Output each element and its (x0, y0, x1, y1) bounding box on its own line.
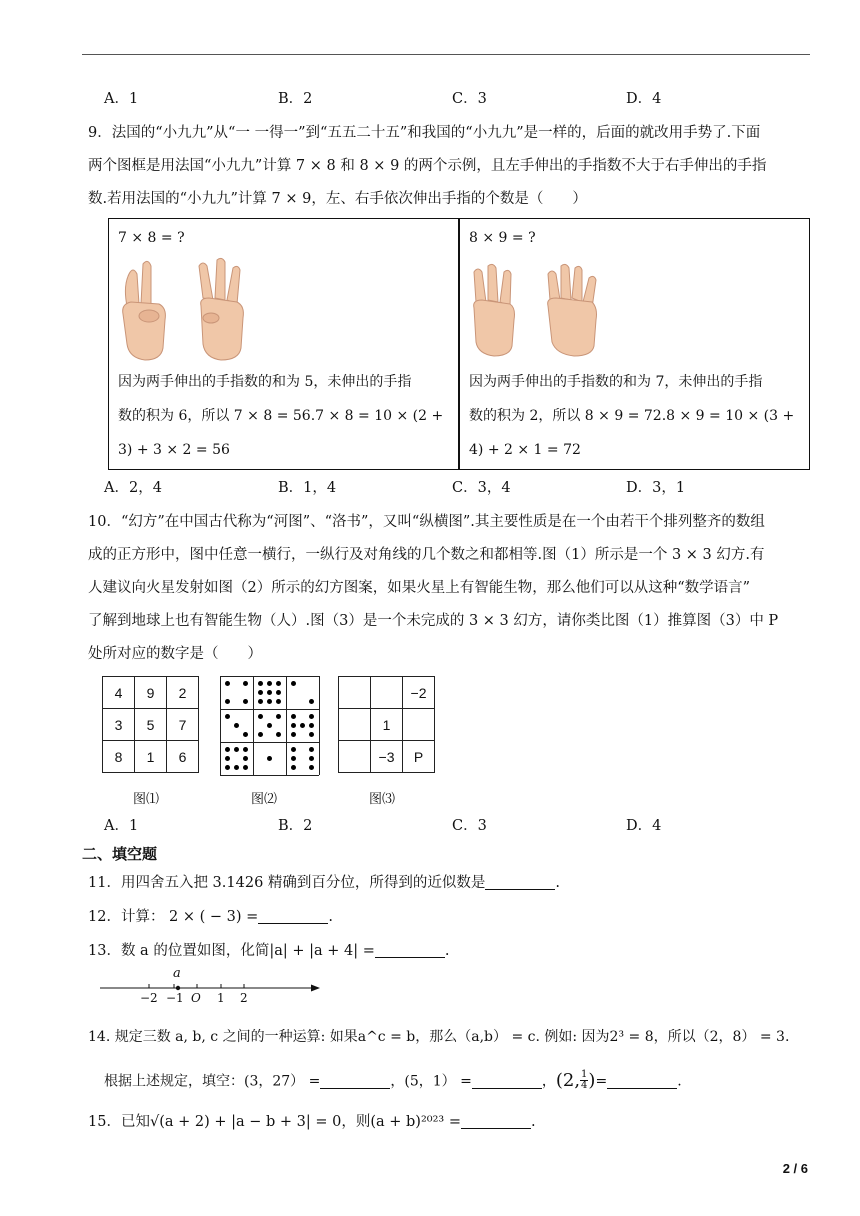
square2-dot (267, 756, 272, 761)
square3-cell: −3 (371, 741, 403, 773)
square3-cell (403, 709, 435, 741)
q9-option-b[interactable]: B．1，4 (278, 480, 337, 496)
q9-left-text-2: 数的积为 6，所以 7 × 8 = 56.7 × 8 = 10 × (2 + (118, 408, 444, 424)
square3-cell (339, 709, 371, 741)
square2-dot (258, 690, 263, 695)
q10-line-5: 处所对应的数字是（ ） (88, 646, 262, 662)
header-rule (82, 54, 810, 55)
square2-dot (309, 732, 314, 737)
square2-dot (225, 765, 230, 770)
square1-cell: 4 (103, 677, 135, 709)
q13-point-label: a (173, 966, 181, 981)
q13-tick-label: O (191, 991, 201, 1005)
square2-dot (291, 747, 296, 752)
q11 (88, 873, 560, 893)
square2-dot (291, 681, 296, 686)
q9-left-hands-illustration (115, 256, 255, 364)
square2-dot (225, 714, 230, 719)
square2-dot (225, 756, 230, 761)
square2-dot (276, 732, 281, 737)
q14-part-b: ，(5，1） = (390, 1073, 472, 1090)
square2-dot (291, 732, 296, 737)
q14-line-1: 14. 规定三数 a, b, c 之间的一种运算: 如果a^c = b，那么（a,b） = c. 例如: 因为2³ = 8，所以（2，8） = 3. (88, 1029, 790, 1045)
q13-number-line (100, 968, 322, 1004)
square1-cell: 5 (135, 709, 167, 741)
page-number: 2 / 6 (782, 1161, 808, 1176)
square2-dot (234, 723, 239, 728)
square2-dot (234, 747, 239, 752)
q11-answer-blank[interactable] (485, 874, 555, 890)
q9-line-3: 数.若用法国的“小九九”计算 7 × 9，左、右手依次伸出手指的个数是（ ） (88, 191, 587, 207)
q10-option-c[interactable]: C．3 (452, 818, 487, 834)
square2-dot (300, 723, 305, 728)
q13-end: . (444, 943, 450, 959)
square2-dot (276, 699, 281, 704)
magic-square-1 (102, 676, 199, 773)
q9-left-text-3: 3) + 3 × 2 = 56 (118, 442, 230, 458)
q15-end: . (530, 1114, 536, 1130)
square1-cell: 9 (135, 677, 167, 709)
q9-right-text-2: 数的积为 2，所以 8 × 9 = 72.8 × 9 = 10 × (3 + (469, 408, 795, 424)
q9-right-text-1: 因为两手伸出的手指数的和为 7，未伸出的手指 (469, 374, 763, 390)
square2-gridline (220, 676, 319, 677)
q12-answer-blank[interactable] (258, 908, 328, 924)
q14-answer-blank-1[interactable] (320, 1073, 390, 1089)
square2-dot (267, 681, 272, 686)
q12 (88, 907, 333, 927)
square1-cell: 1 (135, 741, 167, 773)
q9-left-text-1: 因为两手伸出的手指数的和为 5，未伸出的手指 (118, 374, 412, 390)
q12-text: 12．计算： 2 × ( − 3) = (88, 909, 259, 925)
square2-dot (243, 747, 248, 752)
q8-option-c[interactable]: C．3 (452, 91, 487, 107)
square2-dot (291, 756, 296, 761)
q9-option-d[interactable]: D．3，1 (626, 480, 686, 496)
square2-dot (291, 723, 296, 728)
q14-part-c: ， (541, 1073, 556, 1090)
q9-option-c[interactable]: C．3，4 (452, 480, 511, 496)
square2-dot (225, 747, 230, 752)
q10-line-3: 人建议向火星发射如图（2）所示的幻方图案，如果火星上有智能生物，那么他们可以从这种“数学语言” (88, 580, 751, 596)
q10-option-b[interactable]: B．2 (278, 818, 313, 834)
square1-cell: 7 (167, 709, 199, 741)
square2-dot (267, 699, 272, 704)
square2-dot (291, 765, 296, 770)
q8-option-b[interactable]: B．2 (278, 91, 313, 107)
square2-gridline (220, 709, 319, 710)
square2-dot (258, 699, 263, 704)
q13-answer-blank[interactable] (375, 942, 445, 958)
caption-figure-3: 图⑶ (369, 792, 396, 807)
q14-line-2: 根据上述规定，填空：(3，27） = ，(5，1） = ，(2, $\frac{1}{4}$ )= . (104, 1069, 682, 1091)
q9-right-text-3: 4) + 2 × 1 = 72 (469, 442, 581, 458)
square2-dot (309, 765, 314, 770)
square3-cell: P (403, 741, 435, 773)
square2-gridline (286, 676, 287, 775)
square2-dot (243, 765, 248, 770)
square2-dot (309, 699, 314, 704)
q11-end: . (555, 875, 561, 891)
q8-option-d[interactable]: D．4 (626, 91, 662, 107)
square2-gridline (220, 775, 319, 776)
q12-end: . (328, 909, 333, 925)
square2-dot (309, 747, 314, 752)
square2-dot (267, 690, 272, 695)
square2-dot (276, 681, 281, 686)
square2-dot (225, 681, 230, 686)
square2-dot (276, 714, 281, 719)
q9-line-2: 两个图框是用法国“小九九”计算 7 × 8 和 8 × 9 的两个示例，且左手伸出的手指数不大于右手伸出的手指 (88, 158, 767, 174)
q14-answer-blank-3[interactable] (607, 1073, 677, 1089)
q14-part-d: = (595, 1073, 608, 1090)
q13-tick-label: −2 (140, 991, 158, 1005)
square3-cell: −2 (403, 677, 435, 709)
q9-right-hands-illustration (468, 262, 608, 358)
caption-figure-1: 图⑴ (133, 792, 160, 807)
square2-dot (243, 699, 248, 704)
square2-dot (243, 732, 248, 737)
square3-cell: 1 (371, 709, 403, 741)
q9-option-a[interactable]: A．2，4 (104, 480, 162, 496)
square2-gridline (220, 742, 319, 743)
square1-cell: 6 (167, 741, 199, 773)
q14-answer-blank-2[interactable] (472, 1073, 542, 1089)
q11-text: 11．用四舍五入把 3.1426 精确到百分位，所得到的近似数是 (88, 875, 486, 891)
square2-gridline (220, 676, 221, 775)
q10-line-1: 10．“幻方”在中国古代称为“河图”、“洛书”，又叫“纵横图”.其主要性质是在一个由若干个排列整齐的数组 (88, 514, 765, 530)
q13-tick-label: −1 (166, 991, 184, 1005)
q8-options (104, 89, 804, 109)
q13-text: 13．数 a 的位置如图，化简|a| + |a + 4| = (88, 943, 375, 959)
q15 (88, 1112, 536, 1132)
q15-answer-blank[interactable] (461, 1113, 531, 1129)
square1-cell: 8 (103, 741, 135, 773)
square2-dot (258, 714, 263, 719)
section-heading-fill-in: 二、填空题 (82, 845, 158, 863)
q13-tick-label: 1 (217, 991, 225, 1005)
square2-dot (309, 756, 314, 761)
square2-dot (258, 732, 263, 737)
q14-part-a: 根据上述规定，填空：(3，27） = (104, 1073, 321, 1090)
q9-line-1: 9．法国的“小九九”从“一 一得一”到“五五二十五”和我国的“小九九”是一样的，后面的就改用手势了.下面 (88, 125, 761, 141)
q10-line-4: 了解到地球上也有智能生物（人）.图（3）是一个未完成的 3 × 3 幻方，请你类比图（1）推算图（3）中 P (88, 613, 779, 629)
q15-text: 15．已知√(a + 2) + |a − b + 3| = 0，则(a + b)²⁰²³ = (88, 1114, 461, 1130)
q8-option-a[interactable]: A．1 (104, 91, 139, 107)
q13-tick-label: 2 (240, 991, 248, 1005)
square2-dot (291, 714, 296, 719)
square2-dot (267, 723, 272, 728)
magic-square-2-dots (220, 676, 319, 775)
square2-dot (243, 756, 248, 761)
square2-gridline (253, 676, 254, 775)
q14-pair-2-quarter: (2, $\frac{1}{4}$ ) (555, 1069, 596, 1091)
square2-dot (309, 723, 314, 728)
square2-dot (309, 714, 314, 719)
square1-cell: 2 (167, 677, 199, 709)
square1-cell: 3 (103, 709, 135, 741)
caption-figure-2: 图⑵ (251, 792, 278, 807)
square2-dot (276, 690, 281, 695)
magic-square-3 (338, 676, 435, 773)
square3-cell (339, 677, 371, 709)
square2-dot (225, 699, 230, 704)
square3-cell (371, 677, 403, 709)
square2-dot (258, 681, 263, 686)
q9-right-title: 8 × 9 = ? (469, 230, 536, 246)
q10-option-a[interactable]: A．1 (104, 818, 139, 834)
q9-options (104, 478, 804, 498)
q10-options (104, 816, 804, 836)
square3-cell (339, 741, 371, 773)
square2-dot (234, 765, 239, 770)
square2-dot (243, 681, 248, 686)
q9-left-title: 7 × 8 = ? (118, 230, 185, 246)
q13 (88, 941, 449, 961)
q10-option-d[interactable]: D．4 (626, 818, 662, 834)
q10-line-2: 成的正方形中，图中任意一横行，一纵行及对角线的几个数之和都相等.图（1）所示是一个 3 × 3 幻方.有 (88, 547, 765, 563)
square2-gridline (319, 676, 320, 775)
